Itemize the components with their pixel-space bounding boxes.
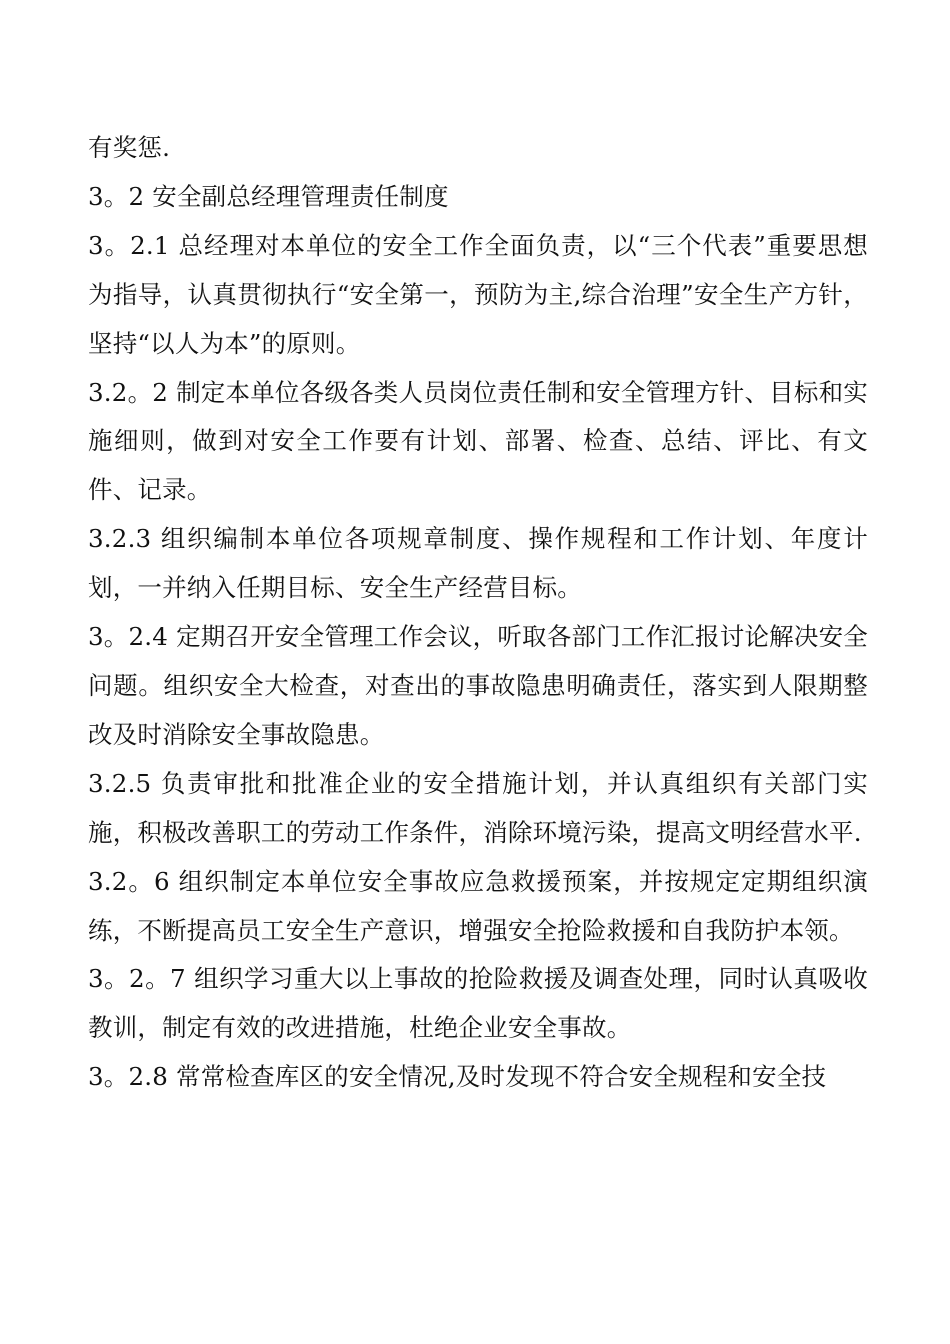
clause-3-2-1: 3。2.1 总经理对本单位的安全工作全面负责，以“三个代表”重要思想为指导，认真贯彻执行“安全第一，预防为主,综合治理”安全生产方针，坚持“以人为本”的原则。 — [88, 230, 868, 358]
paragraph-continuation: 有奖惩. — [88, 133, 171, 162]
section-heading: 3。2 安全副总经理管理责任制度 — [88, 181, 449, 211]
clause-3-2-6: 3.2。6 组织制定本单位安全事故应急救援预案，并按规定定期组织演练，不断提高员工安全生产意识，增强安全抢险救援和自我防护本领。 — [88, 866, 868, 945]
clause-3-2-8: 3。2.8 常常检查库区的安全情况,及时发现不符合安全规程和安全技 — [88, 1062, 827, 1092]
clause-3-2-4: 3。2.4 定期召开安全管理工作会议，听取各部门工作汇报讨论解决安全问题。组织安全大检查，对查出的事故隐患明确责任，落实到人限期整改及时消除安全事故隐患。 — [88, 622, 868, 749]
document-body — [88, 124, 868, 1102]
clause-3-2-3: 3.2.3 组织编制本单位各项规章制度、操作规程和工作计划、年度计划，一并纳入任期目标、安全生产经营目标。 — [88, 524, 868, 603]
clause-3-2-5: 3.2.5 负责审批和批准企业的安全措施计划，并认真组织有关部门实施，积极改善职工的劳动工作条件，消除环境污染，提高文明经营水平. — [88, 768, 868, 847]
clause-3-2-7: 3。2。7 组织学习重大以上事故的抢险救援及调查处理，同时认真吸收教训，制定有效的改进措施，杜绝企业安全事故。 — [88, 964, 868, 1043]
clause-3-2-2: 3.2。2 制定本单位各级各类人员岗位责任制和安全管理方针、目标和实施细则，做到对安全工作要有计划、部署、检查、总结、评比、有文件、记录。 — [88, 377, 868, 505]
